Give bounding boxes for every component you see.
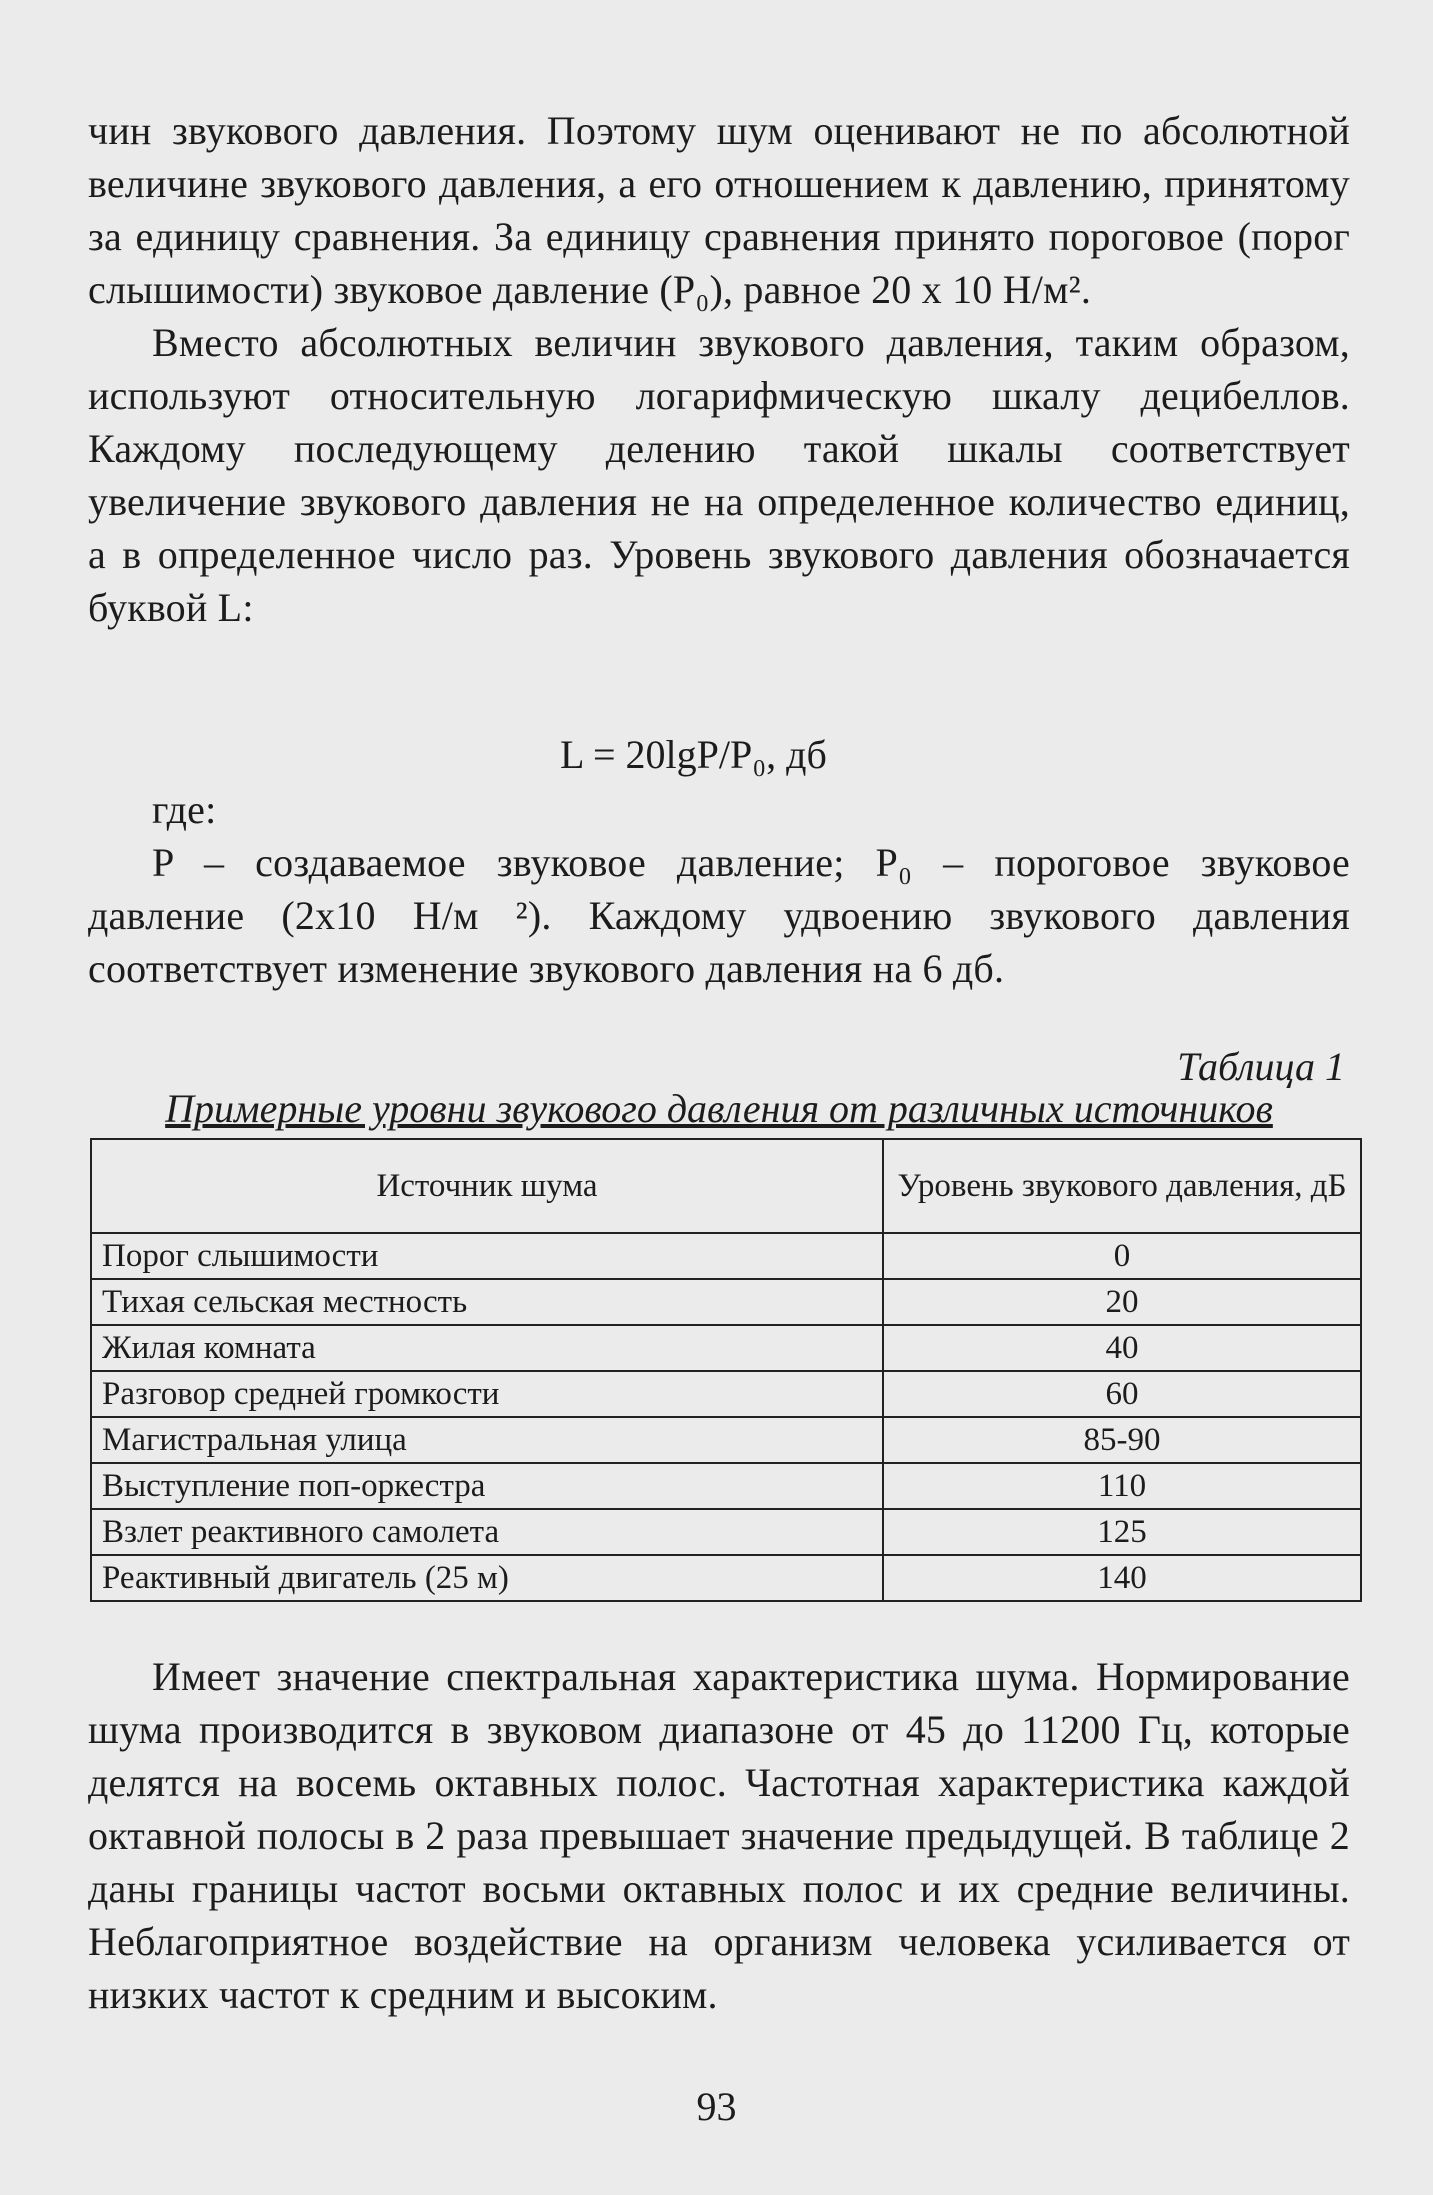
- table-row: [91, 1279, 1361, 1325]
- cell-level: 20: [883, 1279, 1361, 1325]
- table-row: [91, 1509, 1361, 1555]
- table-row: [91, 1417, 1361, 1463]
- table-title: Примерные уровни звукового давления от различных источников: [165, 1086, 1273, 1131]
- table-row: [91, 1371, 1361, 1417]
- cell-source: Взлет реактивного самолета: [91, 1509, 883, 1555]
- table-row: [91, 1463, 1361, 1509]
- paragraph-decibel-scale: Вместо абсолютных величин звукового давления, таким образом, используют относительную логарифмическую шкалу децибеллов. Каждому последующему делению такой шкалы соответствует увеличение звукового давления не на определенное количество единиц, а в определенное число раз. Уровень звукового давления обозначается буквой L:: [88, 320, 1350, 630]
- table-header-row: [91, 1139, 1361, 1233]
- header-level: Уровень звукового давления, дБ: [883, 1139, 1361, 1233]
- text-block-definitions: [88, 783, 1350, 995]
- cell-source: Выступление поп-оркестра: [91, 1463, 883, 1509]
- cell-level: 140: [883, 1555, 1361, 1601]
- cell-source: Тихая сельская местность: [91, 1279, 883, 1325]
- cell-source: Магистральная улица: [91, 1417, 883, 1463]
- cell-level: 125: [883, 1509, 1361, 1555]
- cell-source: Жилая комната: [91, 1325, 883, 1371]
- cell-level: 110: [883, 1463, 1361, 1509]
- table-row: [91, 1555, 1361, 1601]
- cell-level: 0: [883, 1233, 1361, 1279]
- cell-source: Реактивный двигатель (25 м): [91, 1555, 883, 1601]
- text-block-top: [88, 104, 1350, 634]
- cell-level: 40: [883, 1325, 1361, 1371]
- header-source: Источник шума: [91, 1139, 883, 1233]
- cell-level: 85-90: [883, 1417, 1361, 1463]
- page-number: 93: [696, 2084, 737, 2129]
- formula-sound-level: L = 20lgP/P₀, дб: [560, 732, 827, 777]
- table-row: [91, 1325, 1361, 1371]
- text-block-bottom: [88, 1650, 1350, 2021]
- cell-source: Разговор средней громкости: [91, 1371, 883, 1417]
- table-number: Таблица 1: [1177, 1044, 1345, 1089]
- table-row: [91, 1233, 1361, 1279]
- paragraph-continuation: чин звукового давления. Поэтому шум оценивают не по абсолютной величине звукового давления, а его отношением к давлению, принятому за единицу сравнения. За единицу сравнения принято пороговое (порог слышимости) звуковое давление (P₀), равное 20 х 10 Н/м².: [88, 108, 1350, 312]
- paragraph-spectral: Имеет значение спектральная характеристика шума. Нормирование шума производится в звуковом диапазоне от 45 до 11200 Гц, которые делятся на восемь октавных полос. Частотная характеристика каждой октавной полосы в 2 раза превышает значение предыдущей. В таблице 2 даны границы частот восьми октавных полос и их средние величины. Неблагоприятное воздействие на организм человека усиливается от низких частот к средним и высоким.: [88, 1654, 1350, 2017]
- noise-levels-table: [90, 1138, 1362, 1602]
- cell-level: 60: [883, 1371, 1361, 1417]
- paragraph-definitions: P – создаваемое звуковое давление; P₀ – пороговое звуковое давление (2х10 Н/м ²). Каждому удвоению звукового давления соответствует изменение звукового давления на 6 дб.: [88, 840, 1350, 991]
- where-label: где:: [152, 787, 217, 832]
- cell-source: Порог слышимости: [91, 1233, 883, 1279]
